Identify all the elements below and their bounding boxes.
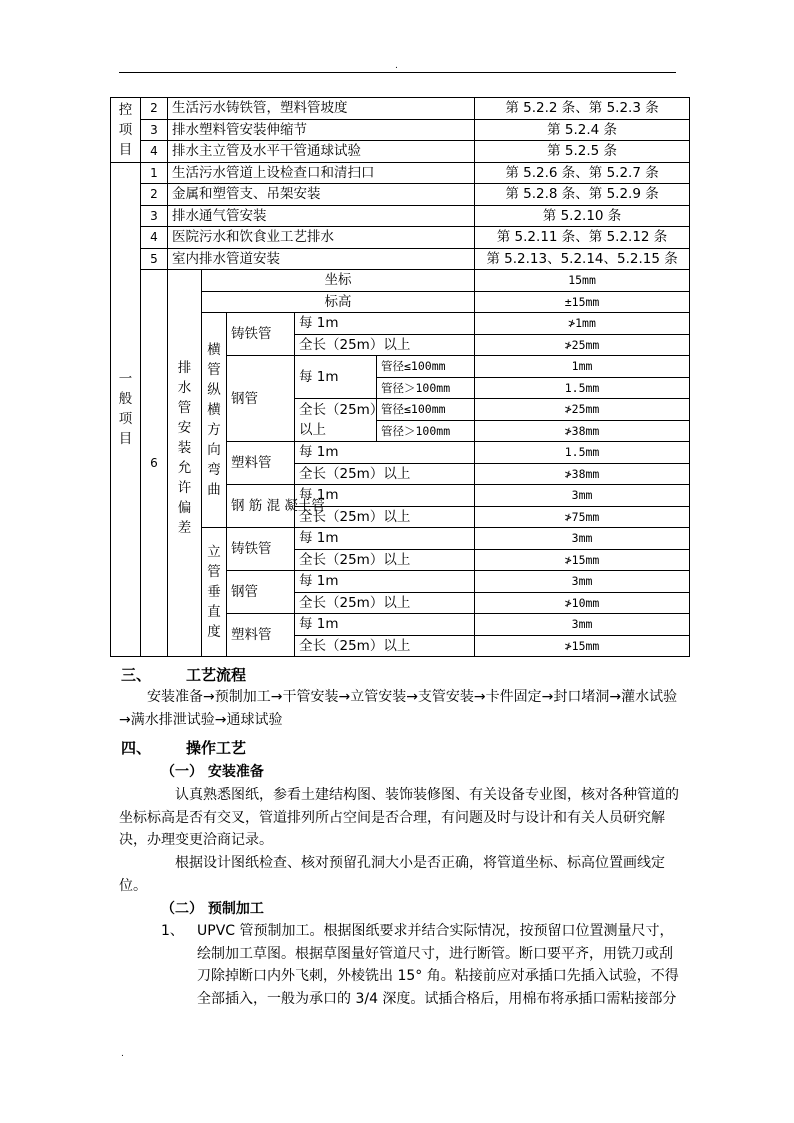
label-char: 差	[177, 520, 192, 536]
row-number: 5	[141, 248, 168, 270]
row-number: 3	[141, 119, 168, 141]
elevation-label: 标高	[202, 291, 475, 313]
group-char: 控	[118, 101, 133, 118]
group-char: 般	[118, 391, 133, 408]
label-char: 直	[207, 604, 221, 620]
row-number: 2	[141, 98, 168, 120]
scope-label: 全长（25m）以上	[295, 592, 475, 614]
scope-label: 每 1m	[295, 442, 475, 464]
ref-clause: 第 5.2.2 条、第 5.2.3 条	[475, 98, 690, 120]
pipe-type: 塑料管	[227, 614, 295, 657]
group-char: 目	[118, 141, 133, 158]
scope-label: 每 1m	[295, 614, 475, 636]
label-char: 度	[207, 624, 221, 640]
row6-label	[168, 270, 202, 657]
label-char: 偏	[177, 500, 192, 516]
row-number: 6	[141, 270, 168, 657]
paragraph: 认真熟悉图纸，参看土建结构图、装饰装修图、有关设备专业图，核对各种管道的坐标标高是否有交叉，管道排列所占空间是否合理，有问题及时与设计和有关人员研究解决，办理变更洽商记录。	[119, 787, 679, 848]
row-number: 2	[141, 184, 168, 206]
table-row	[111, 119, 690, 141]
pipe-type: 钢 筋 混 凝土管	[227, 485, 295, 528]
item-text: 排水主立管及水平干管通球试验	[168, 141, 475, 163]
ref-clause: 第 5.2.11 条、第 5.2.12 条	[475, 227, 690, 249]
group-char: 一	[118, 371, 133, 388]
group-label-yiban	[111, 162, 141, 657]
tolerance-value: ≯1mm	[475, 313, 690, 335]
header-dot: .	[395, 61, 398, 71]
header-rule	[119, 72, 676, 73]
diameter-label: 管径＞100mm	[377, 420, 475, 442]
item-text: 生活污水铸铁管，塑料管坡度	[168, 98, 475, 120]
scope-label: 全长（25m）以上	[295, 334, 475, 356]
vertical-plumb-label	[202, 528, 227, 657]
label-char: 水	[177, 380, 192, 396]
elevation-value: ±15mm	[475, 291, 690, 313]
table-row	[111, 162, 690, 184]
label-char: 立	[207, 544, 221, 560]
coord-label: 坐标	[202, 270, 475, 292]
tolerance-value: ≯38mm	[475, 420, 690, 442]
ref-clause: 第 5.2.6 条、第 5.2.7 条	[475, 162, 690, 184]
label-char: 允	[177, 460, 192, 476]
label-char: 曲	[207, 482, 221, 498]
tolerance-value: 1.5mm	[475, 442, 690, 464]
pipe-type: 钢管	[227, 571, 295, 614]
item-text: 金属和塑管支、吊架安装	[168, 184, 475, 206]
acceptance-table	[110, 97, 690, 657]
item-text: 排水通气管安装	[168, 205, 475, 227]
table-row	[111, 270, 690, 292]
label-char: 管	[207, 564, 221, 580]
diameter-label: 管径≤100mm	[377, 399, 475, 421]
tolerance-value: 3mm	[475, 485, 690, 507]
table-row	[111, 98, 690, 120]
tolerance-value: ≯10mm	[475, 592, 690, 614]
scope-label: 每 1m	[295, 313, 475, 335]
tolerance-value: ≯25mm	[475, 334, 690, 356]
pipe-type: 铸铁管	[227, 313, 295, 356]
group-label-kongzhi	[111, 98, 141, 163]
label-char: 管	[207, 362, 221, 378]
table-row	[111, 248, 690, 270]
item-text: 医院污水和饮食业工艺排水	[168, 227, 475, 249]
label-char: 许	[177, 480, 192, 496]
subsection-1-title: （一） 安装准备	[161, 764, 264, 780]
item-text: 生活污水管道上设检查口和清扫口	[168, 162, 475, 184]
scope-label: 每 1m	[295, 356, 377, 399]
horizontal-bend-label	[202, 313, 227, 528]
item-text: 排水塑料管安装伸缩节	[168, 119, 475, 141]
subsection-2-title: （二） 预制加工	[161, 901, 264, 917]
section-3-number: 三、	[121, 666, 152, 684]
table-row	[111, 184, 690, 206]
section-4-title: 操作工艺	[186, 739, 247, 757]
label-char: 横	[207, 402, 221, 418]
list-item-text: UPVC 管预制加工。根据图纸要求并结合实际情况，按预留口位置测量尺寸，绘制加工草图。根据草图量好管道尺寸，进行断管。断口要平齐，用铣刀或刮刀除掉断口内外飞刺，外棱铣出 15° 角。粘接前应对承插口先插入试验，不得全部插入，一般为承口的 3/4 深度。试插合格后，用棉布将承插口需粘接部分	[197, 923, 679, 1007]
ref-clause: 第 5.2.5 条	[475, 141, 690, 163]
diameter-label: 管径≤100mm	[377, 356, 475, 378]
group-char: 目	[118, 431, 133, 448]
row-number: 4	[141, 141, 168, 163]
group-char: 项	[118, 121, 133, 138]
table-row	[111, 141, 690, 163]
tolerance-value: 3mm	[475, 528, 690, 550]
table-row	[111, 227, 690, 249]
section-4-number: 四、	[121, 739, 152, 757]
pipe-type: 钢管	[227, 356, 295, 442]
label-char: 方	[207, 422, 221, 438]
label-char: 弯	[207, 462, 221, 478]
ref-clause: 第 5.2.10 条	[475, 205, 690, 227]
scope-label: 每 1m	[295, 528, 475, 550]
process-flow-text: 安装准备→预制加工→干管安装→立管安装→支管安装→卡件固定→封口堵洞→灌水试验→满水排泄试验→通球试验	[119, 689, 678, 728]
tolerance-value: ≯75mm	[475, 506, 690, 528]
tolerance-value: ≯15mm	[475, 549, 690, 571]
tolerance-value: ≯15mm	[475, 635, 690, 657]
row-number: 4	[141, 227, 168, 249]
section-3-title: 工艺流程	[186, 666, 247, 684]
label-char: 装	[177, 440, 192, 456]
group-char: 项	[118, 411, 133, 428]
label-char: 纵	[207, 382, 221, 398]
tolerance-value: ≯25mm	[475, 399, 690, 421]
list-number: 1、	[161, 923, 184, 939]
label-char: 垂	[207, 584, 221, 600]
tolerance-value: 1.5mm	[475, 377, 690, 399]
label-char: 向	[207, 442, 221, 458]
label-char: 管	[177, 400, 192, 416]
scope-label: 每 1m	[295, 571, 475, 593]
scope-label: 每 1m	[295, 485, 475, 507]
scope-label: 全长（25m）以上	[295, 506, 475, 528]
pipe-type: 塑料管	[227, 442, 295, 485]
diameter-label: 管径＞100mm	[377, 377, 475, 399]
tolerance-value: 3mm	[475, 571, 690, 593]
row-number: 3	[141, 205, 168, 227]
tolerance-value: 1mm	[475, 356, 690, 378]
pipe-type: 铸铁管	[227, 528, 295, 571]
table-row	[111, 205, 690, 227]
tolerance-value: 3mm	[475, 614, 690, 636]
label-char: 安	[177, 420, 192, 436]
ref-clause: 第 5.2.8 条、第 5.2.9 条	[475, 184, 690, 206]
ref-clause: 第 5.2.4 条	[475, 119, 690, 141]
label-char: 排	[177, 360, 192, 376]
scope-label	[295, 399, 384, 442]
scope-line: 全长（25m）	[299, 402, 384, 418]
tolerance-value: ≯38mm	[475, 463, 690, 485]
scope-label: 全长（25m）以上	[295, 635, 475, 657]
item-text: 室内排水管道安装	[168, 248, 475, 270]
coord-value: 15mm	[475, 270, 690, 292]
paragraph: 根据设计图纸检查、核对预留孔洞大小是否正确，将管道坐标、标高位置画线定位。	[119, 855, 665, 894]
row-number: 1	[141, 162, 168, 184]
ref-clause: 第 5.2.13、5.2.14、5.2.15 条	[475, 248, 690, 270]
scope-label: 全长（25m）以上	[295, 549, 475, 571]
scope-label: 全长（25m）以上	[295, 463, 475, 485]
scope-line: 以上	[299, 422, 326, 438]
footer-dot: .	[121, 1049, 124, 1059]
label-char: 横	[207, 342, 221, 358]
